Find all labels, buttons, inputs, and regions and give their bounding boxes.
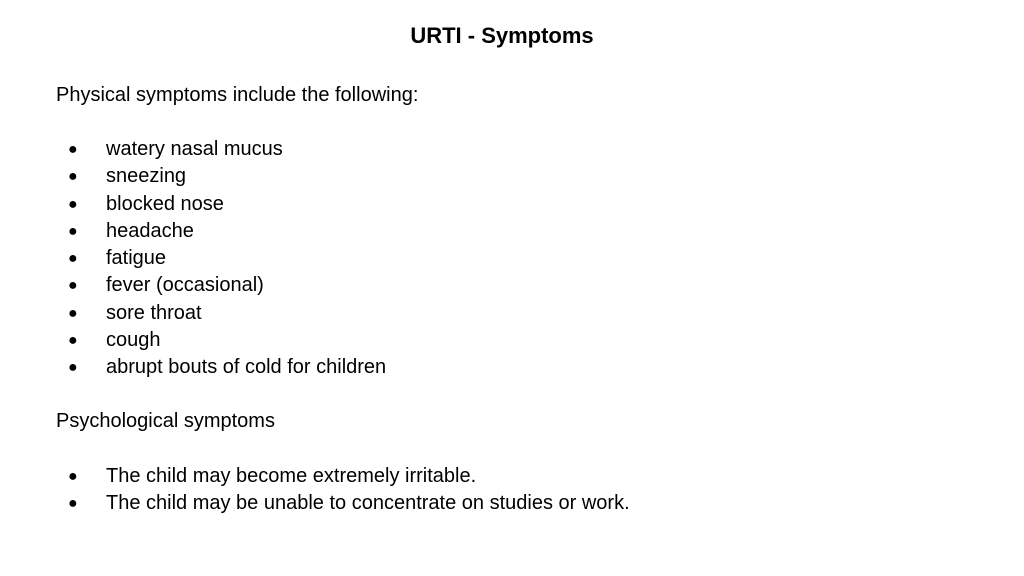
bullet-icon: ● xyxy=(68,195,78,213)
physical-symptoms-heading: Physical symptoms include the following: xyxy=(56,84,419,106)
list-item-text: fatigue xyxy=(106,247,167,270)
bullet-icon: ● xyxy=(68,359,78,377)
list-item-text: sneezing xyxy=(106,165,187,188)
slide-title: URTI - Symptoms xyxy=(410,23,594,48)
list-item xyxy=(56,354,386,381)
list-item xyxy=(56,191,386,218)
psychological-symptoms-heading: Psychological symptoms xyxy=(56,410,275,432)
list-item-text: blocked nose xyxy=(106,192,224,215)
list-item-text: The child may be unable to concentrate on studies or work. xyxy=(106,492,630,515)
bullet-icon: ● xyxy=(68,468,78,485)
list-item xyxy=(56,272,386,299)
bullet-icon: ● xyxy=(68,277,78,295)
list-item xyxy=(56,245,386,272)
list-item xyxy=(56,327,386,354)
list-item xyxy=(56,300,386,327)
list-item-text: fever (occasional) xyxy=(106,274,264,297)
list-item xyxy=(56,463,630,490)
list-item-text: sore throat xyxy=(106,301,202,324)
bullet-icon: ● xyxy=(68,332,78,350)
list-item xyxy=(56,218,386,245)
list-item-text: cough xyxy=(106,329,161,352)
bullet-icon: ● xyxy=(68,222,78,240)
list-item xyxy=(56,163,386,190)
psychological-symptoms-list xyxy=(56,463,630,518)
bullet-icon: ● xyxy=(68,250,78,268)
list-item xyxy=(56,490,630,517)
bullet-icon: ● xyxy=(68,141,78,158)
physical-symptoms-list xyxy=(56,136,386,382)
list-item-text: abrupt bouts of cold for children xyxy=(106,356,387,379)
bullet-icon: ● xyxy=(68,495,78,513)
list-item xyxy=(56,136,386,163)
list-item-text: watery nasal mucus xyxy=(106,138,283,160)
bullet-icon: ● xyxy=(68,168,78,186)
list-item-text: The child may become extremely irritable. xyxy=(106,465,477,487)
list-item-text: headache xyxy=(106,219,194,242)
bullet-icon: ● xyxy=(68,304,78,322)
